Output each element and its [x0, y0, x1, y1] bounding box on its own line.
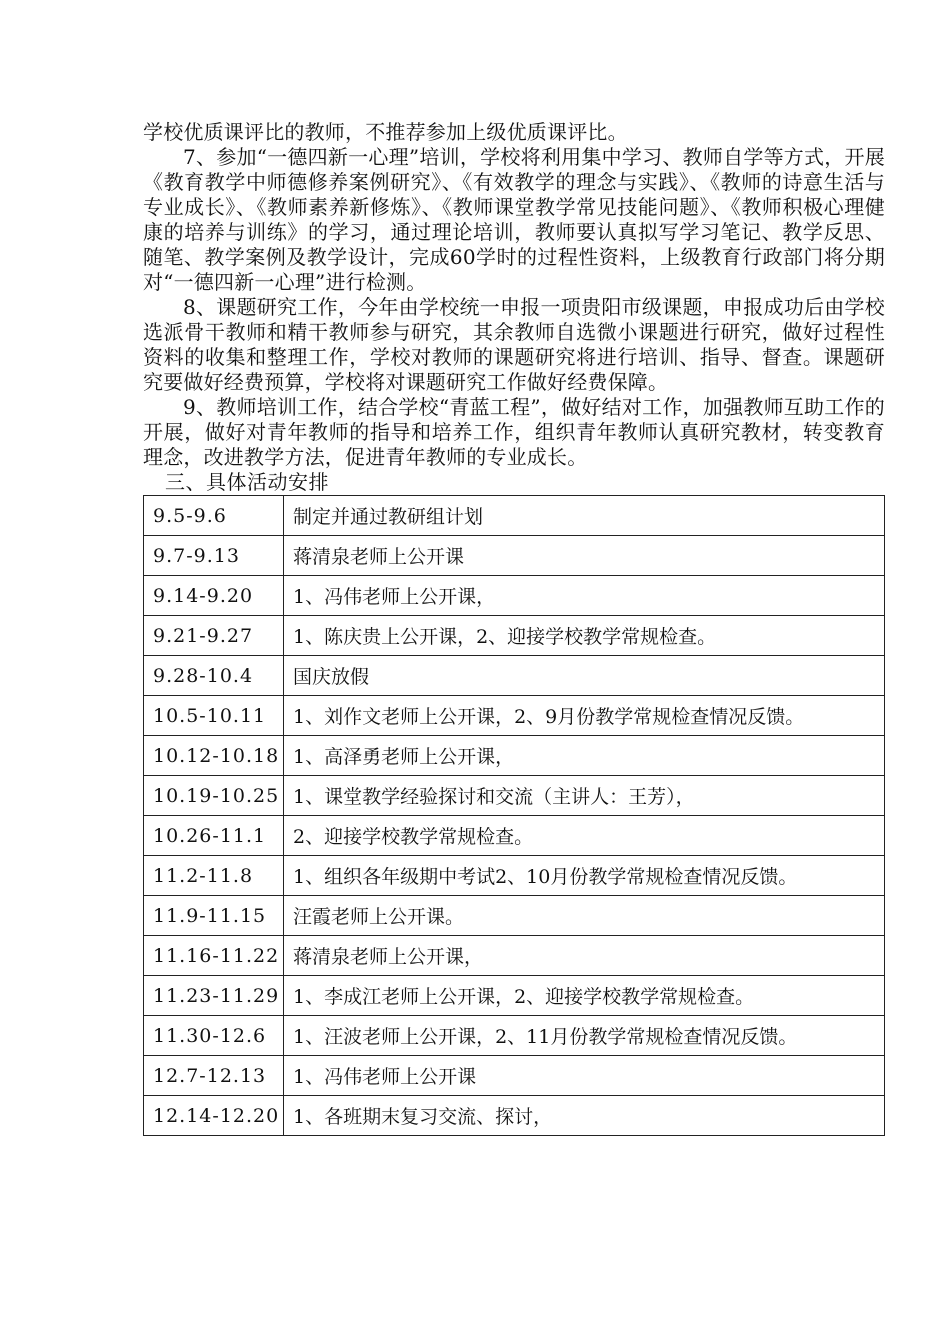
paragraph-item-8: 8、课题研究工作，今年由学校统一申报一项贵阳市级课题，申报成功后由学校选派骨干教师和精干教师参与研究，其余教师自选微小课题进行研究，做好过程性资料的收集和整理工作，学校对教师的课题研究将进行培训、指导、督查。课题研究要做好经费预算，学校将对课题研究工作做好经费保障。 [143, 295, 885, 394]
schedule-date: 11.16-11.22 [144, 936, 284, 976]
table-row [144, 1056, 885, 1096]
schedule-date: 12.14-12.20 [144, 1096, 284, 1136]
schedule-date: 9.14-9.20 [144, 576, 284, 616]
paragraph-item-7: 7、参加“一德四新一心理”培训，学校将利用集中学习、教师自学等方式，开展《教育教学中师德修养案例研究》、《有效教学的理念与实践》、《教师的诗意生活与专业成长》、《教师素养新修炼》、《教师课堂教学常见技能问题》、《教师积极心理健康的培养与训练》的学习，通过理论培训，教师要认真拟写学习笔记、教学反思、随笔、教学案例及教学设计，完成60学时的过程性资料，上级教育行政部门将分期对“一德四新一心理”进行检测。 [143, 145, 885, 294]
schedule-date: 11.23-11.29 [144, 976, 284, 1016]
schedule-activity: 1、高泽勇老师上公开课， [284, 736, 885, 776]
table-row [144, 1096, 885, 1136]
schedule-table [143, 495, 885, 1136]
schedule-date: 9.7-9.13 [144, 536, 284, 576]
table-row [144, 656, 885, 696]
document-page [143, 120, 885, 1136]
schedule-date: 9.28-10.4 [144, 656, 284, 696]
table-row [144, 1016, 885, 1056]
schedule-activity: 1、组织各年级期中考试2、10月份教学常规检查情况反馈。 [284, 856, 885, 896]
schedule-date: 10.19-10.25 [144, 776, 284, 816]
schedule-activity: 汪霞老师上公开课。 [284, 896, 885, 936]
schedule-date: 11.9-11.15 [144, 896, 284, 936]
schedule-activity: 1、各班期末复习交流、探讨， [284, 1096, 885, 1136]
schedule-activity: 制定并通过教研组计划 [284, 496, 885, 536]
schedule-activity: 1、冯伟老师上公开课 [284, 1056, 885, 1096]
schedule-date: 9.21-9.27 [144, 616, 284, 656]
schedule-activity: 1、刘作文老师上公开课，2、9月份教学常规检查情况反馈。 [284, 696, 885, 736]
table-row [144, 736, 885, 776]
schedule-activity: 蒋清泉老师上公开课， [284, 936, 885, 976]
table-row [144, 856, 885, 896]
table-row [144, 616, 885, 656]
schedule-activity: 2、迎接学校教学常规检查。 [284, 816, 885, 856]
schedule-date: 11.2-11.8 [144, 856, 284, 896]
paragraph-continuation: 学校优质课评比的教师，不推荐参加上级优质课评比。 [143, 120, 628, 144]
schedule-activity: 1、李成江老师上公开课，2、迎接学校教学常规检查。 [284, 976, 885, 1016]
schedule-date: 10.12-10.18 [144, 736, 284, 776]
schedule-activity: 1、冯伟老师上公开课， [284, 576, 885, 616]
section-title: 三、具体活动安排 [165, 470, 329, 494]
paragraph-item-9: 9、教师培训工作，结合学校“青蓝工程”，做好结对工作，加强教师互助工作的开展，做好对青年教师的指导和培养工作，组织青年教师认真研究教材，转变教育理念，改进教学方法，促进青年教师的专业成长。 [143, 395, 885, 469]
schedule-date: 10.26-11.1 [144, 816, 284, 856]
schedule-activity: 国庆放假 [284, 656, 885, 696]
schedule-date: 9.5-9.6 [144, 496, 284, 536]
table-row [144, 896, 885, 936]
table-row [144, 936, 885, 976]
schedule-date: 11.30-12.6 [144, 1016, 284, 1056]
schedule-date: 10.5-10.11 [144, 696, 284, 736]
table-row [144, 576, 885, 616]
schedule-activity: 1、课堂教学经验探讨和交流（主讲人：王芳）， [284, 776, 885, 816]
schedule-activity: 1、陈庆贵上公开课，2、迎接学校教学常规检查。 [284, 616, 885, 656]
schedule-activity: 1、汪波老师上公开课，2、11月份教学常规检查情况反馈。 [284, 1016, 885, 1056]
table-row [144, 536, 885, 576]
table-row [144, 496, 885, 536]
schedule-activity: 蒋清泉老师上公开课 [284, 536, 885, 576]
schedule-date: 12.7-12.13 [144, 1056, 284, 1096]
table-row [144, 696, 885, 736]
table-row [144, 976, 885, 1016]
table-row [144, 776, 885, 816]
table-row [144, 816, 885, 856]
